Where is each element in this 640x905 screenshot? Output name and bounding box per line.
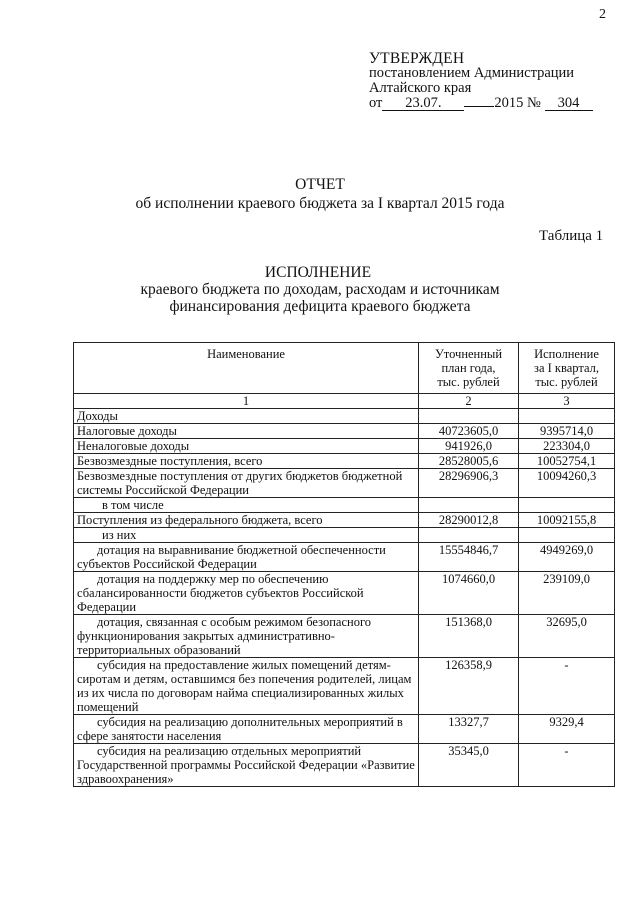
table-row (74, 715, 615, 744)
table-header-row (74, 343, 615, 394)
table-row (74, 409, 615, 424)
row-plan (419, 498, 519, 513)
row-plan: 941926,0 (419, 439, 519, 454)
table-row (74, 528, 615, 543)
row-actual (519, 409, 615, 424)
approval-title: УТВЕРЖДЕН (369, 50, 465, 67)
column-number: 2 (419, 394, 519, 409)
execution-heading (0, 264, 640, 315)
header-name: Наименование (74, 343, 419, 394)
approval-year: 2015 (494, 95, 524, 111)
table-row (74, 513, 615, 528)
approval-line-2: Алтайского края (369, 80, 472, 96)
row-name: дотация на поддержку мер по обеспечению сбалансированности бюджетов субъектов Российской Федерации (74, 572, 419, 615)
table-row (74, 572, 615, 615)
approval-line-1: постановлением Администрации (369, 65, 575, 81)
column-number: 3 (519, 394, 615, 409)
row-plan: 15554846,7 (419, 543, 519, 572)
page-number: 2 (599, 7, 606, 22)
column-number: 1 (74, 394, 419, 409)
approval-date-gap (464, 106, 494, 107)
row-actual (519, 498, 615, 513)
row-plan: 13327,7 (419, 715, 519, 744)
table-row (74, 658, 615, 715)
report-title: ОТЧЕТ (295, 176, 345, 193)
row-actual (519, 528, 615, 543)
row-name: Поступления из федерального бюджета, всего (74, 513, 419, 528)
row-plan (419, 528, 519, 543)
approval-number: 304 (545, 96, 593, 111)
table-row (74, 454, 615, 469)
table-label: Таблица 1 (539, 228, 604, 244)
table-row (74, 744, 615, 787)
row-name: Неналоговые доходы (74, 439, 419, 454)
approval-from-label: от (369, 95, 383, 111)
execution-line-1: краевого бюджета по доходам, расходам и источникам (140, 281, 500, 298)
row-name: Безвозмездные поступления, всего (74, 454, 419, 469)
approval-number-sign: № (527, 95, 541, 111)
row-actual: 9329,4 (519, 715, 615, 744)
approval-stamp (369, 51, 593, 111)
row-plan: 35345,0 (419, 744, 519, 787)
report-heading (0, 175, 640, 213)
row-name: в том числе (74, 498, 419, 513)
header-plan: Уточненный план года, тыс. рублей (419, 343, 519, 394)
row-plan: 40723605,0 (419, 424, 519, 439)
row-name: из них (74, 528, 419, 543)
row-plan: 28290012,8 (419, 513, 519, 528)
row-name: Безвозмездные поступления от других бюджетов бюджетной системы Российской Федерации (74, 469, 419, 498)
row-actual: 223304,0 (519, 439, 615, 454)
approval-date: 23.07. (382, 96, 464, 111)
row-name: Доходы (74, 409, 419, 424)
table-column-numbers (74, 394, 615, 409)
row-actual: 9395714,0 (519, 424, 615, 439)
row-plan: 126358,9 (419, 658, 519, 715)
row-plan: 28296906,3 (419, 469, 519, 498)
row-plan: 28528005,6 (419, 454, 519, 469)
table-row (74, 498, 615, 513)
report-subtitle: об исполнении краевого бюджета за I квартал 2015 года (135, 195, 505, 212)
row-actual: 10052754,1 (519, 454, 615, 469)
row-actual: 239109,0 (519, 572, 615, 615)
row-name: дотация на выравнивание бюджетной обеспеченности субъектов Российской Федерации (74, 543, 419, 572)
row-plan: 1074660,0 (419, 572, 519, 615)
row-name: Налоговые доходы (74, 424, 419, 439)
table-row (74, 615, 615, 658)
table-row (74, 439, 615, 454)
row-actual: 10092155,8 (519, 513, 615, 528)
row-name: субсидия на реализацию дополнительных мероприятий в сфере занятости населения (74, 715, 419, 744)
table-row (74, 543, 615, 572)
approval-date-line (369, 96, 593, 111)
table-row (74, 469, 615, 498)
header-actual: Исполнение за I квартал, тыс. рублей (519, 343, 615, 394)
row-actual: - (519, 658, 615, 715)
budget-table (73, 342, 615, 787)
row-actual: 32695,0 (519, 615, 615, 658)
execution-line-2: финансирования дефицита краевого бюджета (169, 298, 471, 315)
execution-title: ИСПОЛНЕНИЕ (264, 264, 372, 281)
row-plan: 151368,0 (419, 615, 519, 658)
row-name: субсидия на реализацию отдельных мероприятий Государственной программы Российской Федерации «Развитие здравоохранения» (74, 744, 419, 787)
row-plan (419, 409, 519, 424)
row-actual: 4949269,0 (519, 543, 615, 572)
row-actual: - (519, 744, 615, 787)
row-name: субсидия на предоставление жилых помещений детям-сиротам и детям, оставшимся без попечения родителей, лицам из их числа по договорам найма специализированных жилых помещений (74, 658, 419, 715)
table-row (74, 424, 615, 439)
row-name: дотация, связанная с особым режимом безопасного функционирования закрытых административно-территориальных образований (74, 615, 419, 658)
row-actual: 10094260,3 (519, 469, 615, 498)
